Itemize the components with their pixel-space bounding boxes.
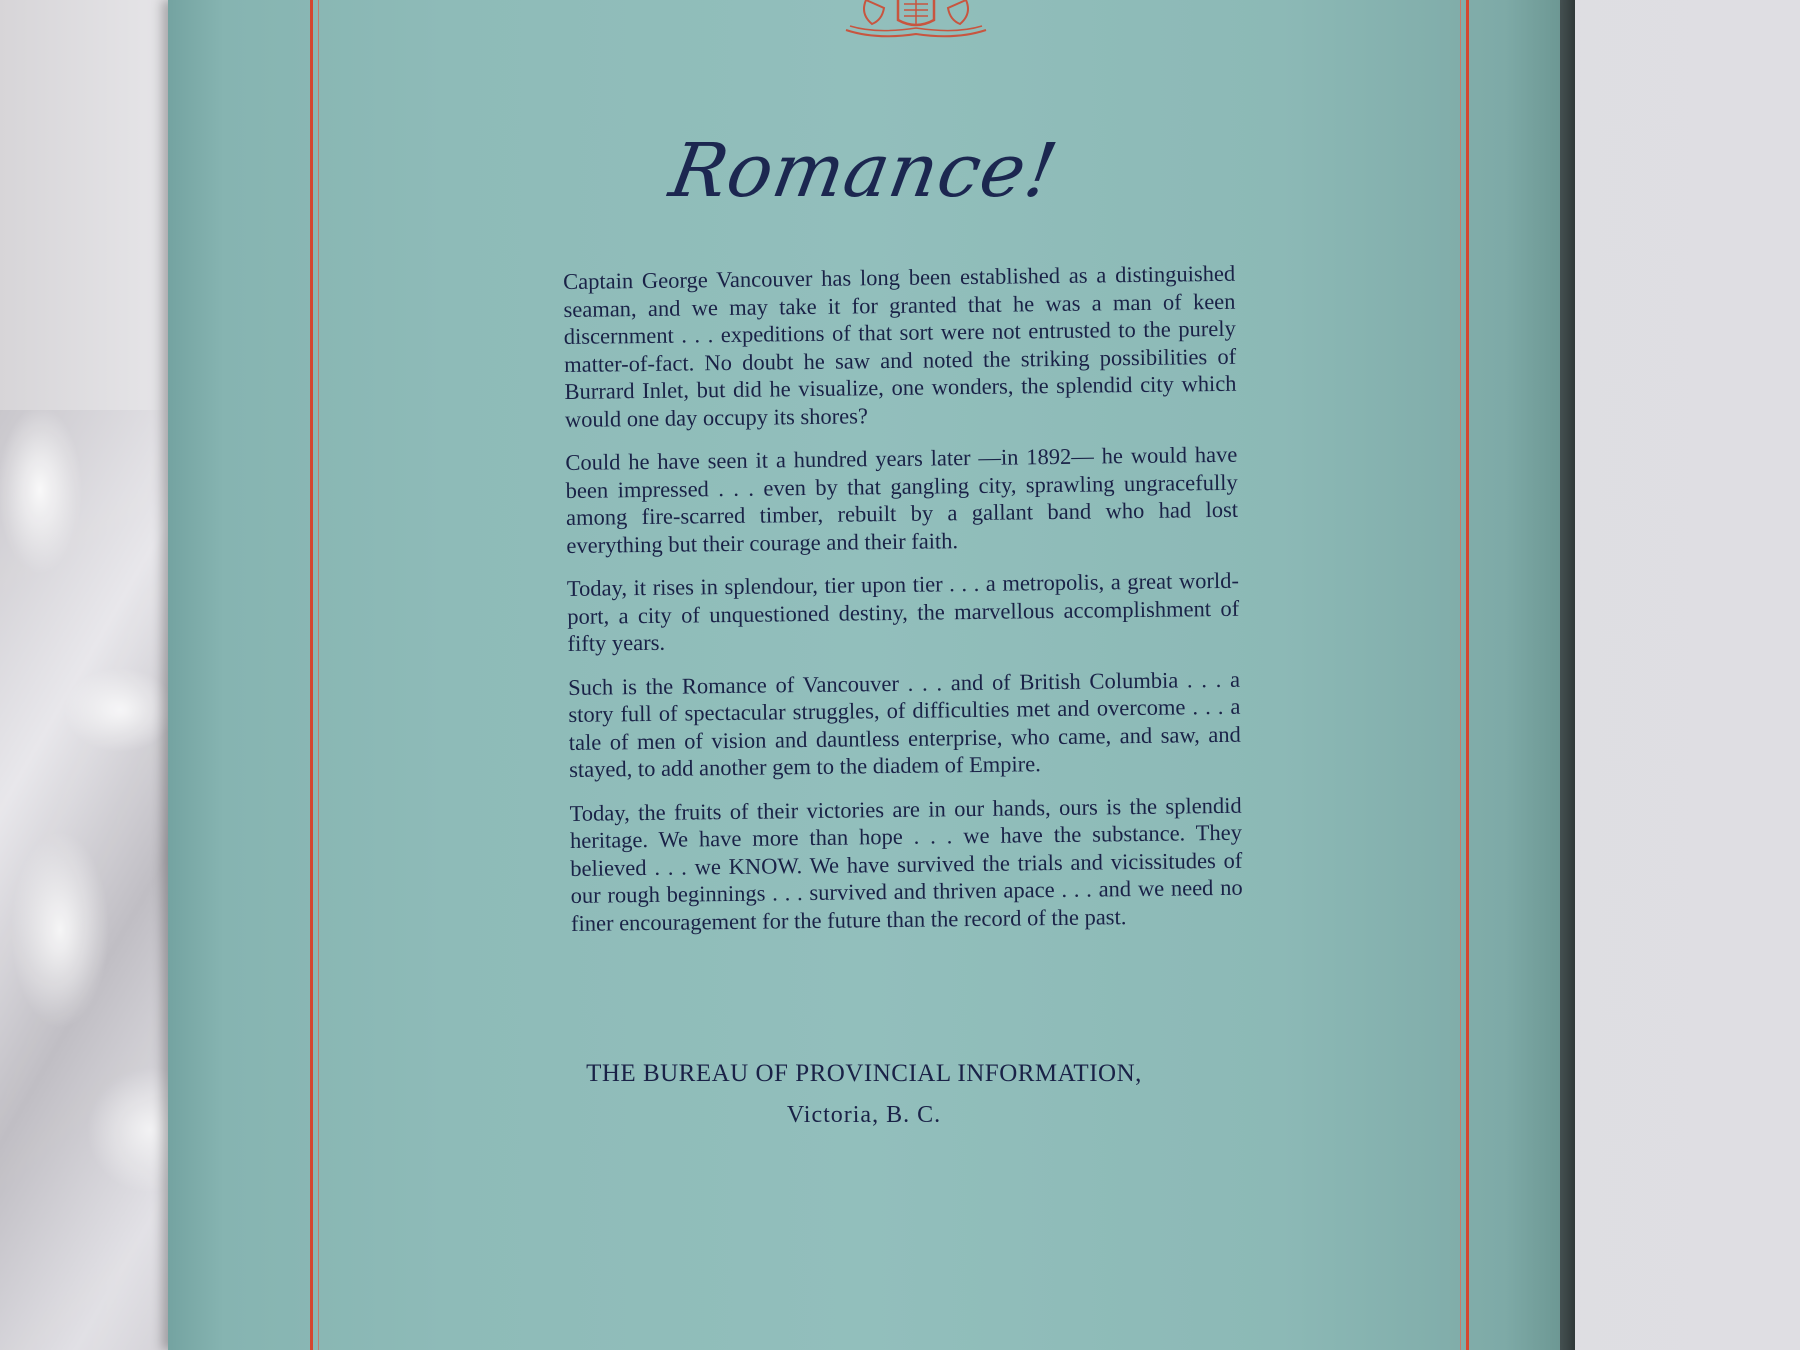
signature-place: Victoria, B. C. <box>786 1102 942 1128</box>
paragraph-1: Captain George Vancouver has long been established as a distinguished seaman, and we may take it for granted that he was a man of keen discernment . . . expeditions of that sort were not entrusted to the purely matter-of-fact. No doubt he saw and noted the striking possibilities of Burrard Inlet, but did he visualize, one wonders, the splendid city which would one day occupy its shores? <box>563 260 1237 432</box>
paragraph-3: Today, it rises in splendour, tier upon tier . . . a metropolis, a great world-port, a city of unquestioned destiny, the marvellous accomplishment of fifty years. <box>566 567 1240 656</box>
body-text <box>563 260 1243 953</box>
paragraph-2: Could he have seen it a hundred years later —in 1892— he would have been impressed . . . even by that gangling city, sprawling ungracefully among fire-scarred timber, rebuilt by a gallant band who had lost everything but their courage and their faith. <box>565 441 1239 558</box>
coat-of-arms-icon <box>836 0 996 38</box>
signature-block <box>168 1060 1560 1129</box>
paragraph-4: Such is the Romance of Vancouver . . . and of British Columbia . . . a story full of spectacular struggles, of difficulties met and overcome . . . a tale of men of vision and dauntless enterprise, who came, and saw, and stayed, to add another gem to the diadem of Empire. <box>567 666 1241 782</box>
signature-organization: THE BUREAU OF PROVINCIAL INFORMATION, <box>586 1060 1142 1087</box>
page-title: Romance! <box>663 128 1065 214</box>
document-page <box>168 0 1560 1350</box>
paragraph-5: Today, the fruits of their victories are in our hands, ours is the splendid heritage. We have more than hope . . . we have the substance. They believed . . . we KNOW. We have survived the trials and vicissitudes of our rough beginnings . . . survived and thriven apace . . . and we need no finer encouragement for the future than the record of the past. <box>569 792 1243 936</box>
